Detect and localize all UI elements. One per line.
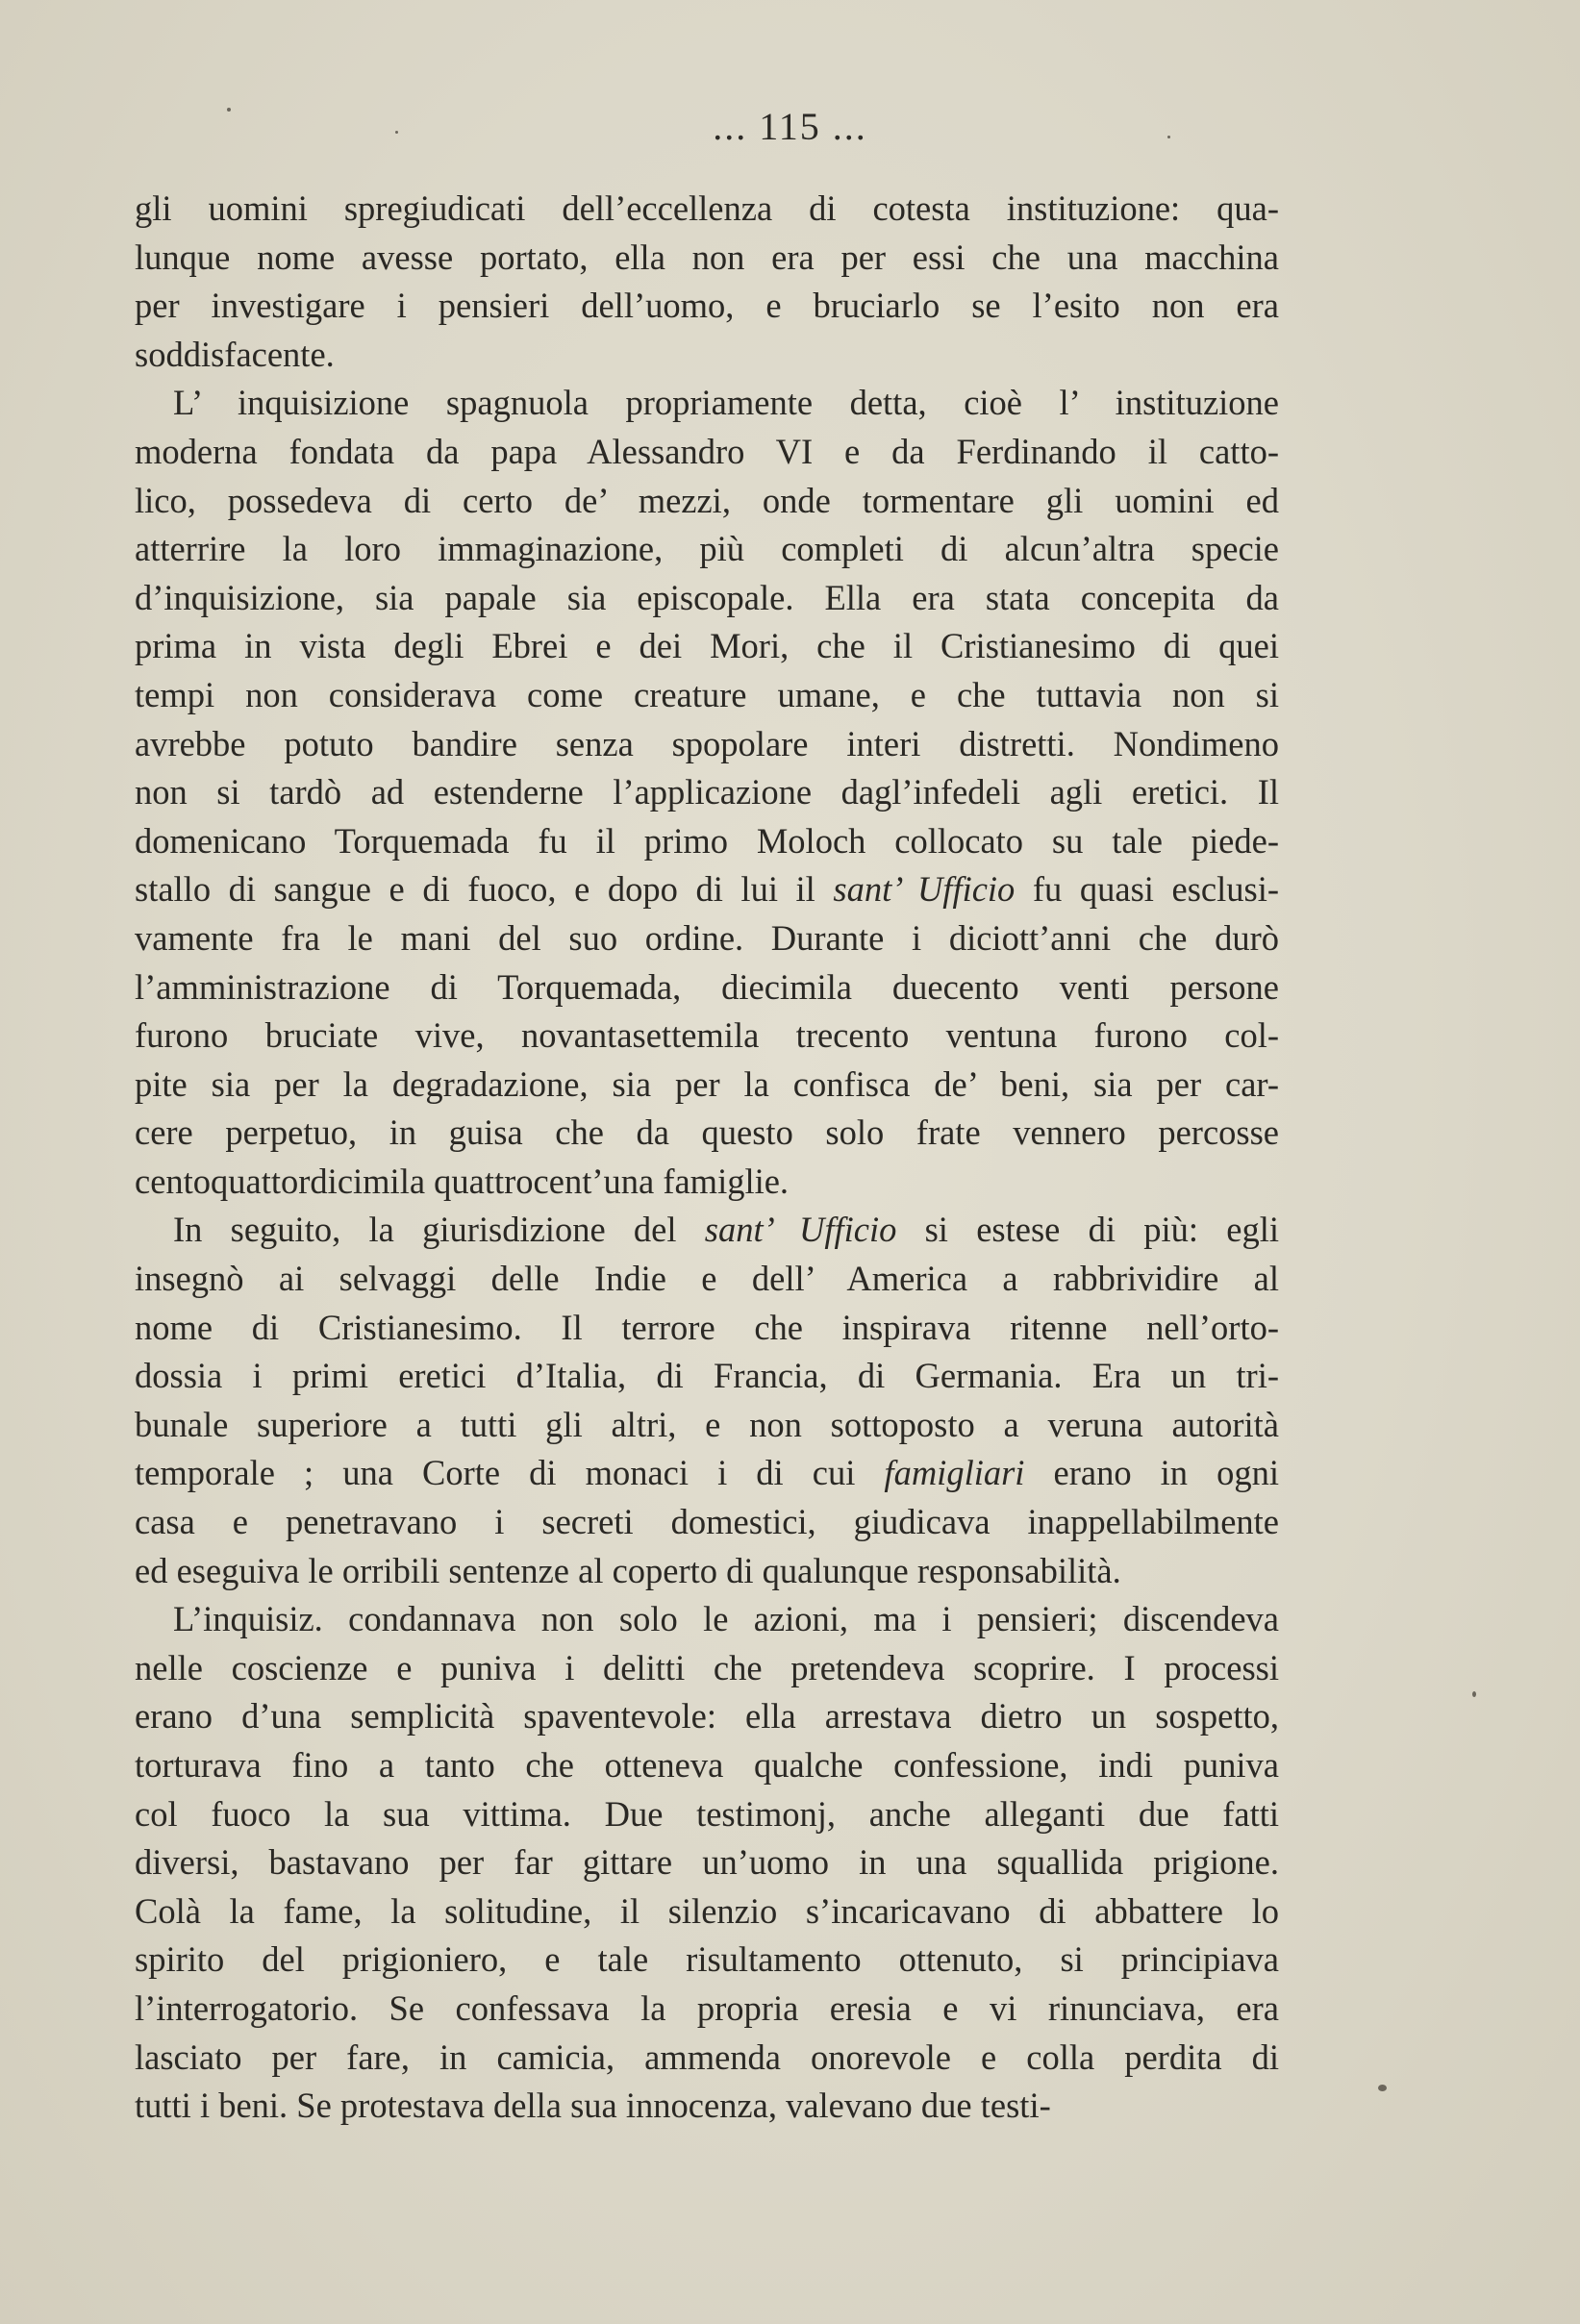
text-line: dossia i primi eretici d’Italia, di Francia, di Germania. Era un tri- (135, 1356, 1279, 1396)
text-line: erano d’una semplicità spaventevole: ella arrestava dietro un sospetto, (135, 1696, 1279, 1737)
text-line: L’inquisiz. condannava non solo le azioni, ma i pensieri; discendeva (173, 1599, 1279, 1639)
text-line: torturava fino a tanto che otteneva qualche confessione, indi puniva (135, 1745, 1279, 1785)
text-line: col fuoco la sua vittima. Due testimonj, anche alleganti due fatti (135, 1793, 1279, 1834)
text-line: gli uomini spregiudicati dell’eccellenza di cotesta instituzione: qua- (135, 188, 1279, 228)
paper-speck (1472, 1691, 1476, 1697)
text-line: lico, possedeva di certo de’ mezzi, onde tormentare gli uomini ed (135, 480, 1279, 520)
paragraph (135, 1595, 1279, 2131)
text-line: avrebbe potuto bandire senza spopolare interi distretti. Nondimeno (135, 723, 1279, 763)
body-text (135, 185, 1279, 2131)
text-line: atterrire la loro immaginazione, più completi di alcun’altra specie (135, 529, 1279, 569)
text-line: vamente fra le mani del suo ordine. Durante i diciott’anni che durò (135, 917, 1279, 958)
text-line: diversi, bastavano per far gittare un’uomo in una squallida prigione. (135, 1842, 1279, 1883)
text-line: Colà la fame, la solitudine, il silenzio s’incaricavano di abbattere lo (135, 1890, 1279, 1931)
text-line: insegnò ai selvaggi delle Indie e dell’ America a rabbrividire al (135, 1259, 1279, 1299)
text-line: per investigare i pensieri dell’uomo, e bruciarlo se l’esito non era (135, 286, 1279, 326)
text-line: d’inquisizione, sia papale sia episcopale. Ella era stata concepita da (135, 577, 1279, 617)
text-line: In seguito, la giurisdizione del sant’ Ufficio si estese di più: egli (173, 1210, 1280, 1250)
text-line: lasciato per fare, in camicia, ammenda onorevole e colla perdita di (135, 2037, 1279, 2077)
text-line: soddisfacente. (135, 334, 335, 374)
text-line: cere perpetuo, in guisa che da questo solo frate vennero percosse (135, 1112, 1279, 1153)
text-line: bunale superiore a tutti gli altri, e non sottoposto a veruna autorità (135, 1404, 1279, 1444)
paragraph (135, 185, 1279, 379)
text-line: l’amministrazione di Torquemada, diecimila duecento venti persone (135, 966, 1279, 1007)
text-line: pite sia per la degradazione, sia per la confisca de’ beni, sia per car- (135, 1063, 1279, 1104)
text-line: stallo di sangue e di fuoco, e dopo di lui il sant’ Ufficio fu quasi esclusi- (135, 869, 1279, 910)
italic-term: sant’ Ufficio (833, 869, 1016, 910)
text-line: prima in vista degli Ebrei e dei Mori, che il Cristianesimo di quei (135, 626, 1279, 666)
paragraph (135, 379, 1279, 1206)
text-line: nelle coscienze e puniva i delitti che pretendeva scoprire. I processi (135, 1647, 1279, 1687)
text-line: non si tardò ad estenderne l’applicazione dagl’infedeli agli eretici. Il (135, 772, 1279, 812)
text-line: domenicano Torquemada fu il primo Moloch collocato su tale piede- (135, 820, 1279, 861)
paper-speck (1378, 2085, 1387, 2091)
text-line: lunque nome avesse portato, ella non era per essi che una macchina (135, 237, 1279, 277)
text-line: L’ inquisizione spagnuola propriamente detta, cioè l’ instituzione (173, 383, 1279, 423)
text-line: nome di Cristianesimo. Il terrore che inspirava ritenne nell’orto- (135, 1307, 1279, 1347)
text-line: spirito del prigioniero, e tale risultamento ottenuto, si principiava (135, 1939, 1279, 1980)
text-line: ed eseguiva le orribili sentenze al coperto di qualunque responsabilità. (135, 1550, 1121, 1590)
text-line: tempi non considerava come creature umane, e che tuttavia non si (135, 674, 1279, 714)
text-line: tutti i beni. Se protestava della sua innocenza, valevano due testi- (135, 2086, 1051, 2126)
paragraph (135, 1206, 1279, 1595)
italic-term: famigliari (884, 1453, 1025, 1493)
text-line: casa e penetravano i secreti domestici, giudicava inappellabilmente (135, 1502, 1279, 1542)
text-line: moderna fondata da papa Alessandro VI e da Ferdinando il catto- (135, 431, 1279, 471)
text-line: furono bruciate vive, novantasettemila trecento ventuna furono col- (135, 1015, 1279, 1056)
italic-term: sant’ Ufficio (704, 1210, 897, 1250)
text-line: l’interrogatorio. Se confessava la propria eresia e vi rinunciava, era (135, 1987, 1279, 2028)
text-line: centoquattordicimila quattrocent’una famiglie. (135, 1161, 790, 1201)
text-line: temporale ; una Corte di monaci i di cui famigliari erano in ogni (135, 1453, 1279, 1493)
page-number: ... 115 ... (713, 105, 867, 148)
